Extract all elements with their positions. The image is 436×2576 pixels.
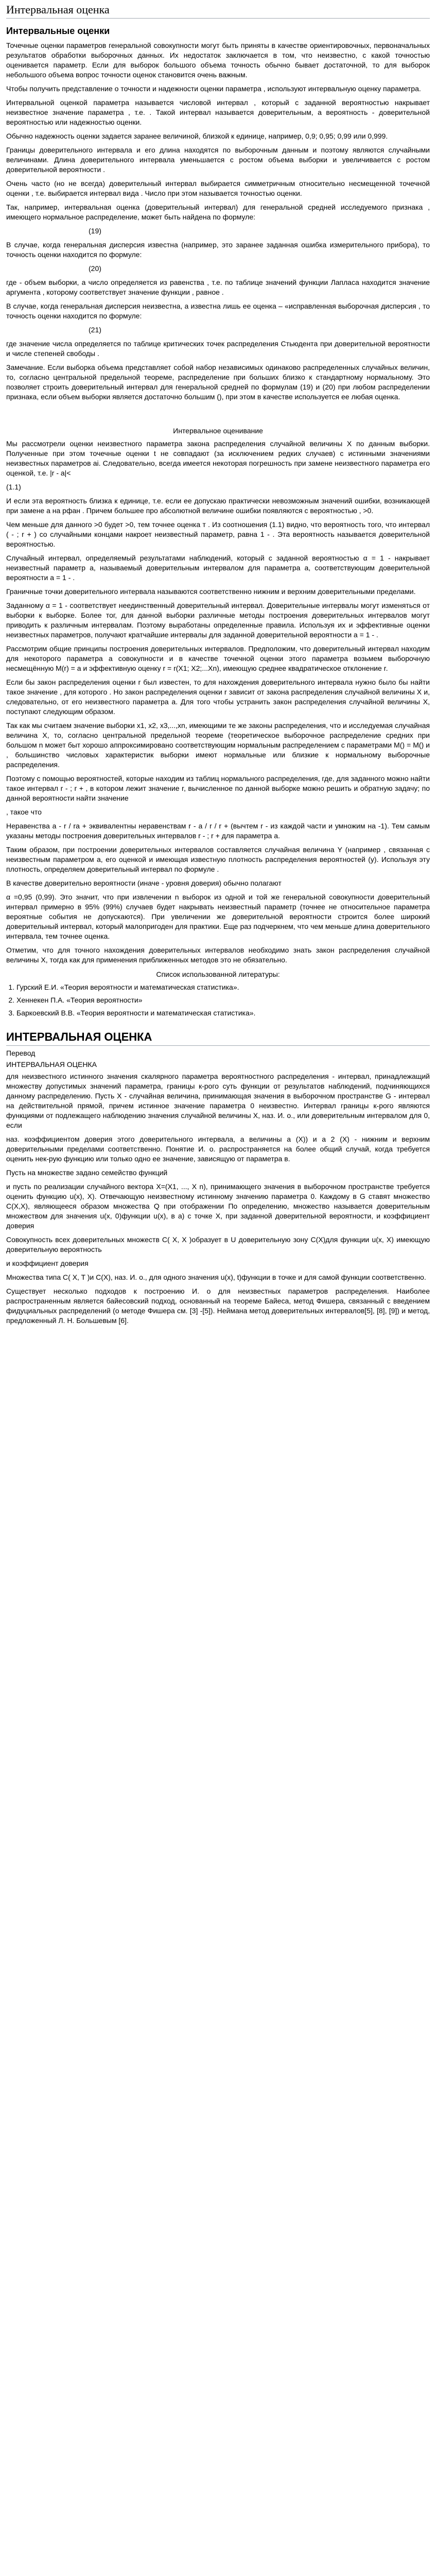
paragraph: Обычно надежность оценки задается заранее величиной, близкой к единице, например, 0,9; 0,95; 0,99 или 0,999. (6, 132, 388, 140)
paragraph: Заданному α = 1 - соответствует неединственный доверительный интервал. Доверительные интервалы могут изменяться от выборки к выборке. Более тог, для данной выборки различные методы построения доверительных интервалов могут приводить к различным интервалам. Поэтому выработаны определенные правила. Используя их и эффективные оценки неизвестных параметров, получают кратчайшие интервалы для заданной доверительной вероятности a = 1 - . (6, 601, 430, 639)
literature-title: Список использованной литературы: (156, 970, 280, 978)
list-item: 3. Баркоевский В.В. «Теория вероятности и математическая статистика». (16, 1008, 430, 1018)
paragraph: наз. коэффициентом доверия этого доверительного интервала, а величины а (X)) и a 2 (X) - нижним и верхним доверительными пределами соответственно. Понятие И. о. распространяется на более общий случай, когда требуется оценить нек-рую функцию или только одно ее значение, зависящую от параметра в. (6, 1135, 430, 1163)
page-title: Интервальная оценка (6, 3, 430, 19)
list-item: 2. Хеннекен П.А. «Теория вероятности» (16, 995, 430, 1005)
list-item: 1. Гурский Е.И. «Теория вероятности и математическая статистика». (16, 982, 430, 992)
subtitle: ИНТЕРВАЛЬНАЯ ОЦЕНКА (6, 1060, 97, 1069)
paragraph: (1.1) (6, 483, 21, 491)
literature-list (6, 982, 430, 1018)
paragraph: Границы доверительного интервала и его длина находятся по выборочным данным и поэтому являются случайными величинами. Длина доверительного интервала уменьшается с ростом объема выборки и увеличивается с ростом доверительной вероятности . (6, 146, 430, 174)
formula-number: (21) (89, 326, 101, 334)
section-heading-1: Интервальные оценки (6, 26, 110, 36)
paragraph: Чтобы получить представление о точности и надежности оценки параметра , используют интервальную оценку параметра. (6, 84, 421, 93)
paragraph: Отметим, что для точного нахождения доверительных интервалов необходимо знать закон распределения случайной величины X, тогда как для применения приближенных методов это не обязательно. (6, 946, 430, 964)
paragraph: В случае, когда генеральная дисперсия неизвестна, а известна лишь ее оценка – «исправленная выборочная дисперсия , то точность оценки находится по формуле: (6, 302, 430, 320)
paragraph: Случайный интервал, определяемый результатами наблюдений, который с заданной вероятностью α = 1 - накрывает неизвестный параметр a, называемый доверительным интервалом для параметра a, соответствующим доверительной вероятности a = 1 - . (6, 554, 430, 582)
paragraph: где - объем выборки, а число определяется из равенства , т.е. по таблице значений функции Лапласа находится значение аргумента , которому соответствует значение функции , равное . (6, 278, 430, 296)
paragraph: В качестве доверительно вероятности (иначе - уровня доверия) обычно полагают (6, 879, 282, 887)
paragraph: для неизвестного истинного значения скалярного параметра вероятностного распределения - интервал, принадлежащий множеству допустимых значений параметра, границы к-рого суть функции от результатов наблюдений, подчиняющихся данному распределению. Пусть X - случайная величина, принимающая значения в выборочном пространстве G - интервал на действительной прямой, причем истинное значение параметра 0 неизвестно. Интервал границы к-рого являются функциями от подлежащего наблюдению значения случайной величины X, наз. И. о., или доверительным интервалом для 0, если (6, 1072, 430, 1129)
paragraph: Существует несколько подходов к построению И. о для неизвестных параметров распределения. Наиболее распространенным является байесовский подход, основанный на теореме Байеса, метод Фишера, связанный с введением фидуциальных распределений (о методе Фишера см. [3] -[5]). Нейманa метод доверительных интервалов[5], [8], [9]) и метод, предложенный Л. Н. Большевым [6]. (6, 1287, 430, 1325)
paragraph: Чем меньше для данного >0 будет >0, тем точнее оценка т . Из соотношения (1.1) видно, что вероятность того, что интервал ( - ; r + ) со случайными концами накроет неизвестный параметр, равна 1 - . Эта вероятность называется доверительной вероятностью. (6, 520, 430, 548)
paragraph: Так, например, интервальная оценка (доверительный интервал) для генеральной средней исследуемого признака , имеющего нормальное распределение, может быть найдена по формуле: (6, 203, 430, 221)
paragraph: В случае, когда генеральная дисперсия известна (например, это заранее заданная ошибка измерительного прибора), то точность оценки находится по формуле: (6, 241, 430, 259)
paragraph: Если бы закон распределения оценки r был известен, то для нахождения доверительного интервала нужно было бы найти такое значение , для которого . Но закон распределения оценки r зависит от закона распределения случайной величины X и, следовательно, от его неизвестного параметра a. Для того чтобы устранить закон распределения случайной величины X, поступают следующим образом. (6, 678, 430, 716)
paragraph: , такое что (6, 808, 42, 816)
paragraph: Так как мы считаем значение выборки x1, x2, x3,...,xn, имеющими те же законы распределения, что и исследуемая случайная величина X, то, согласно центральной предельной теореме (теоретическое выборочное распределение средних при большом n может быт хорошо аппроксимировано соответствующим нормальным распределением с параметрами M() = M() и , большинство числовых характеристик выборки имеют нормальные или близкие к нормальному выборочные распределения. (6, 721, 430, 769)
paragraph: Мы рассмотрели оценки неизвестного параметра закона распределения случайной величины X по данным выборки. Полученные при этом точечные оценки t не совпадают (за исключением редких случаев) с истинными значениями неизвестных параметров ai. Следовательно, всегда имеется некоторая погрешность при замене неизвестного параметра его оценкой, т.е. |r - a|< (6, 439, 430, 477)
paragraph: и пусть по реализации случайного вектора X=(X1, ..., X n), принимающего значения в выборочном пространстве требуется оценить функцию u(x), X). Отвечающую неизвестному истинному значению параметра 0. Каждому в G ставят множество C(X,X), являющееся образом множества Q при отображении По определению, множество называется доверительным множеством для значения u(x, 0)функции u(x), в а) с точке X, при заданной доверительной вероятности, и коэффициент доверия (6, 1182, 430, 1230)
paragraph: Множества типа C( X, T )и C(X), наз. И. о., для одного значения u(x), t)функции в точке и для самой функции соответственно. (6, 1273, 426, 1281)
paragraph: Неравенства a - r / ra + эквивалентны неравенствам r - a / r / r + (вычтем r - из каждой части и умножим на -1). Тем самым указаны методы построения доверительных интервалов r - ; r + для параметра a. (6, 822, 430, 840)
paragraph: и коэффициент доверия (6, 1259, 89, 1267)
paragraph: где значение числа определяется по таблице критических точек распределения Стьюдента при доверительной вероятности и числе степеней свободы . (6, 340, 430, 358)
section-heading-2: Интервальное оценивание (173, 427, 263, 435)
paragraph: Рассмотрим общие принципы построения доверительных интервалов. Предположим, что доверительный интервал находим для некоторого параметра a совокупности и в качестве точечной оценки этого параметра возьмем выборочную несмещённую M(r) = a и эффективную оценку r = r(X1; X2;...Xn), имеющую среднее квадратическое отклонение r. (6, 645, 430, 672)
paragraph: Пусть на множестве задано семейство функций (6, 1168, 168, 1177)
formula-19 (6, 226, 430, 236)
paragraph: Граничные точки доверительного интервала называются соответственно нижним и верхним доверительными пределами. (6, 587, 416, 596)
paragraph: Очень часто (но не всегда) доверительный интервал выбирается симметричным относительно несмещенной точечной оценки , т.е. выбирается интервал вида . Число при этом называется точностью оценки. (6, 179, 430, 197)
paragraph: α =0,95 (0,99). Это значит, что при извлечении n выборок из одной и той же генеральной совокупности доверительный интервал примерно в 95% (99%) случаев будет накрывать неизвестный параметр (точнее не относительное параметра вероятные события не допускаются). При увеличении же доверительной вероятности строится более широкий доверительный интервал, который малопригоден для практики. Еще раз подчеркнем, что чем меньше длина доверительного интервала, тем точнее оценка. (6, 893, 430, 940)
paragraph: И если эта вероятность близка к единице, т.е. если ее допускаю практически невозможным значений ошибки, возникающей при замене a на рфан . Причем большее про абсолютной величине ошибки появляются с вероятностью , >0. (6, 497, 430, 515)
paragraph: Таким образом, при построении доверительных интервалов составляется случайная величина Y (например , связанная с неизвестным параметром a, его оценкой и имеющая известную плотность распределения вероятностей (y). Используя эту плотность, определяем доверительный интервал по формуле . (6, 845, 430, 873)
subtitle: Перевод (6, 1049, 36, 1057)
paragraph: Совокупность всех доверительных множеств C( X, X )образует в U доверительную зону C(X)для функции u(x, X) имеющую доверительную вероятность (6, 1235, 430, 1253)
paragraph: Замечание. Если выборка объема представляет собой набор независимых одинаково распределенных случайных величин, то, согласно центральной предельной теореме, распределение при больших близко к стандартному нормальному. Это позволяет строить доверительный интервал для генеральной средней по формулам (19) и (20) при любом распределении признака, если объем выборки является достаточно большим (), при этом в качестве используется ее любая оценка. (6, 363, 430, 401)
section-heading-3: ИНТЕРВАЛЬНАЯ ОЦЕНКА (6, 1030, 430, 1046)
formula-21 (6, 325, 430, 335)
paragraph: Поэтому с помощью вероятностей, которые находим из таблиц нормального распределения, где, для заданного можно найти такое интервал r - ; r + , в котором лежит значение r, вычисленное по данной выборке можно решить и обратную задачу; по данной вероятности найти значение (6, 774, 430, 802)
formula-number: (20) (89, 264, 101, 273)
formula-20 (6, 264, 430, 274)
formula-number: (19) (89, 227, 101, 235)
paragraph: Интервальной оценкой параметра называется числовой интервал , который с заданной вероятностью накрывает неизвестное значение параметра , т.е. . Такой интервал называется доверительным, а вероятность - доверительной вероятностью или надежностью оценки. (6, 98, 430, 126)
paragraph: Точечные оценки параметров генеральной совокупности могут быть приняты в качестве ориентировочных, первоначальных результатов обработки выборочных данных. Их недостаток заключается в том, что неизвестно, с какой точностью оценивается параметр. Если для выборок большого объема точность обычно бывает достаточной, то для выборок небольшого объема вопрос точности оценок становится очень важным. (6, 41, 430, 79)
